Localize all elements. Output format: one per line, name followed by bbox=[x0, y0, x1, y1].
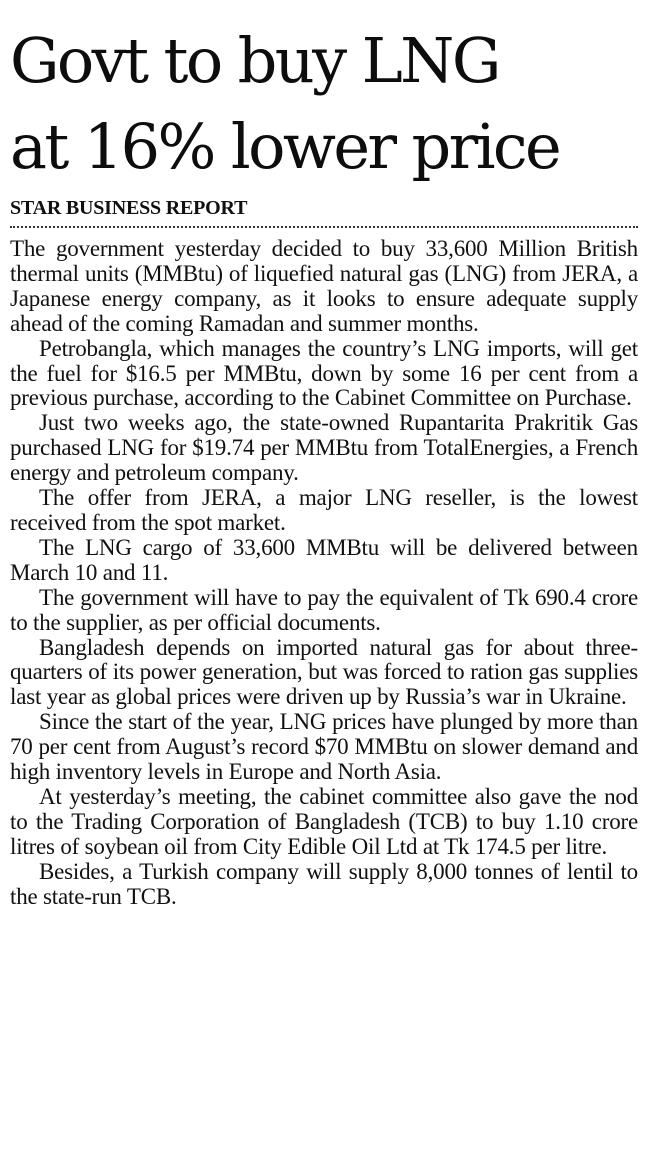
paragraph: At yesterday’s meeting, the cabinet committee also gave the nod to the Trading Corporation of Bangladesh (TCB) to buy 1.10 crore litres of soybean oil from City Edible Oil Ltd at Tk 174.5 per litre. bbox=[10, 783, 638, 859]
article-body bbox=[10, 237, 638, 909]
dotted-divider bbox=[10, 226, 638, 228]
paragraph: Since the start of the year, LNG prices have plunged by more than 70 per cent from August’s record $70 MMBtu on slower demand and high inventory levels in Europe and North Asia. bbox=[10, 709, 638, 785]
headline bbox=[10, 18, 638, 190]
paragraph: The offer from JERA, a major LNG reseller, is the lowest received from the spot market. bbox=[10, 485, 638, 535]
paragraph: Just two weeks ago, the state-owned Rupantarita Prakritik Gas purchased LNG for $19.74 per MMBtu from TotalEnergies, a French energy and petroleum company. bbox=[10, 410, 638, 486]
paragraph: The LNG cargo of 33,600 MMBtu will be delivered between March 10 and 11. bbox=[10, 534, 638, 585]
paragraph: The government will have to pay the equivalent of Tk 690.4 crore to the supplier, as per official documents. bbox=[10, 584, 638, 635]
headline-line-2: at 16% lower price bbox=[10, 110, 560, 183]
news-article bbox=[10, 0, 638, 909]
paragraph: The government yesterday decided to buy 33,600 Million British thermal units (MMBtu) of liquefied natural gas (LNG) from JERA, a Japanese energy company, as it looks to ensure adequate supply ahead of the coming Ramadan and summer months. bbox=[10, 236, 638, 336]
byline: STAR BUSINESS REPORT bbox=[10, 197, 248, 219]
paragraph: Bangladesh depends on imported natural gas for about three-quarters of its power generation, but was forced to ration gas supplies last year as global prices were driven up by Russia’s war in Ukraine. bbox=[10, 634, 638, 710]
paragraph: Besides, a Turkish company will supply 8,000 tonnes of lentil to the state-run TCB. bbox=[10, 858, 638, 909]
paragraph: Petrobangla, which manages the country’s LNG imports, will get the fuel for $16.5 per MMBtu, down by some 16 per cent from a previous purchase, according to the Cabinet Committee on Purchase. bbox=[10, 335, 638, 411]
headline-line-1: Govt to buy LNG bbox=[10, 24, 499, 97]
